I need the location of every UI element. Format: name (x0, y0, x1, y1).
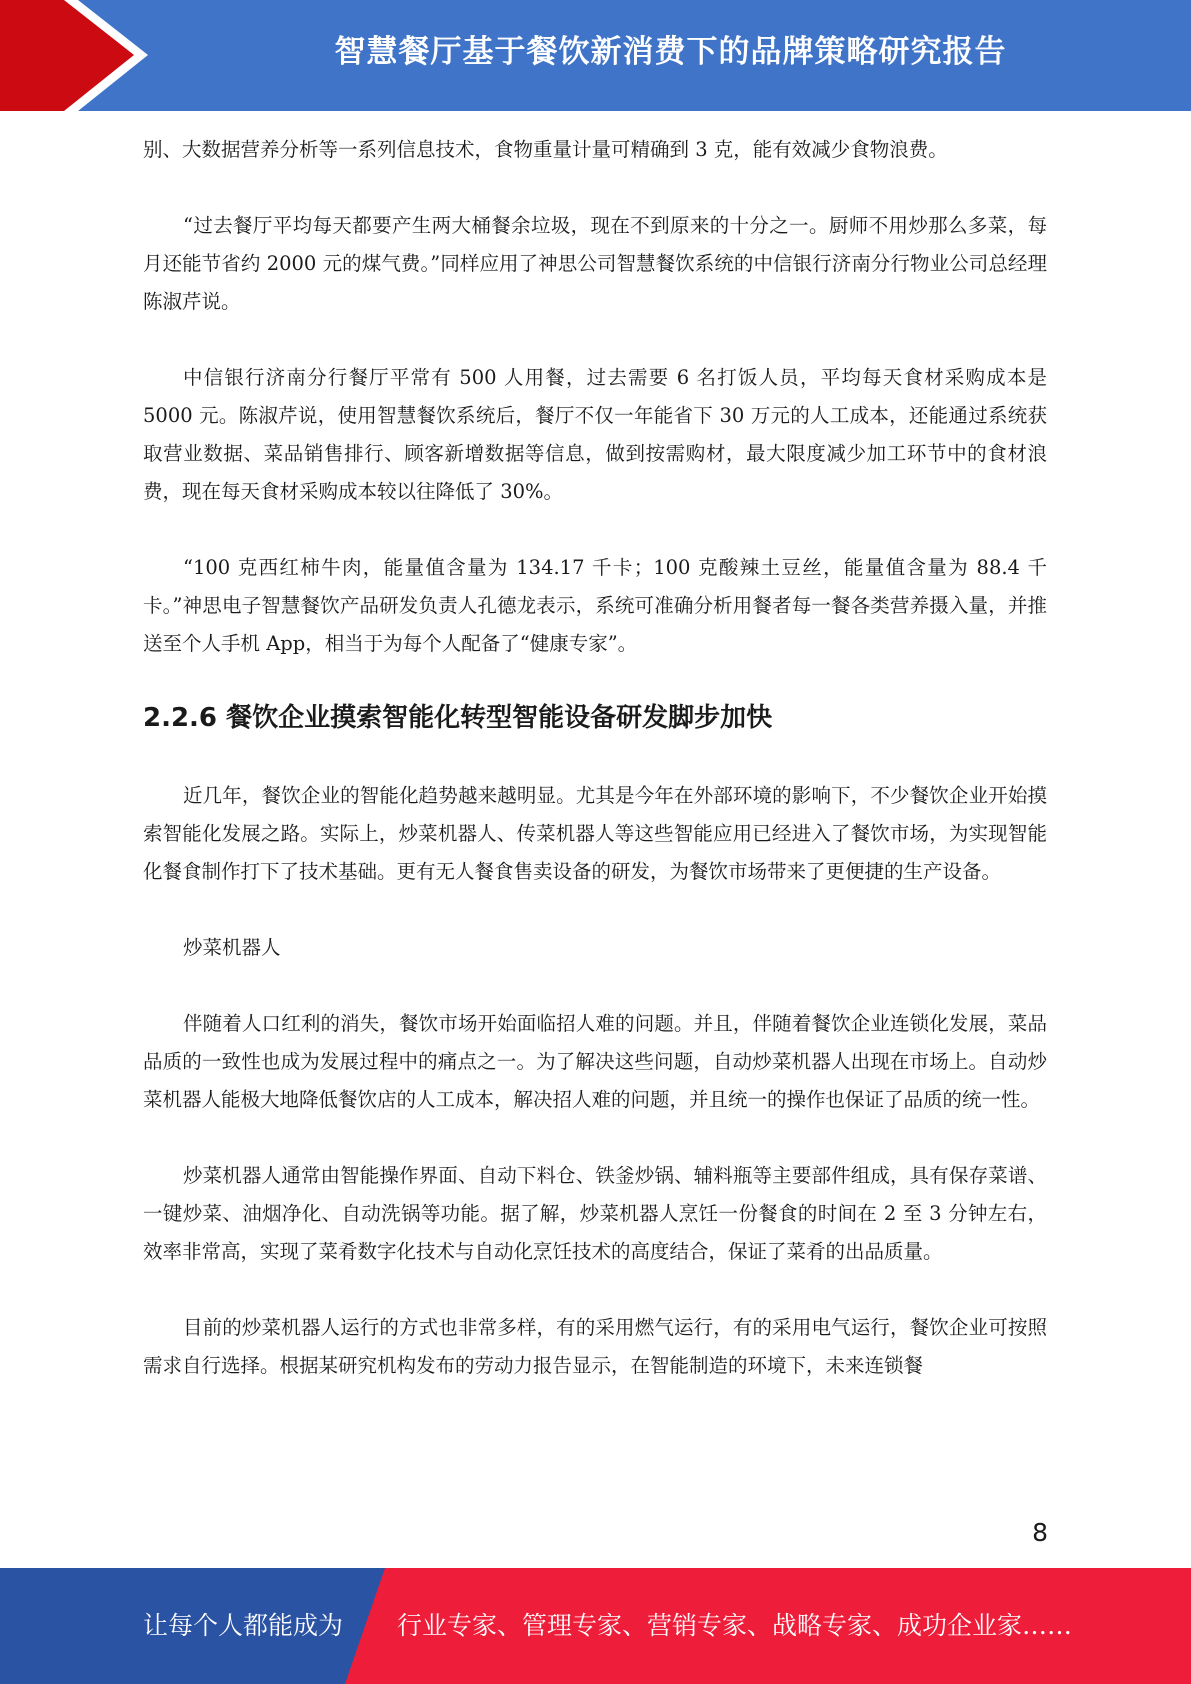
paragraph-intelligence-trend: 近几年，餐饮企业的智能化趋势越来越明显。尤其是今年在外部环境的影响下，不少餐饮企业开始摸索智能化发展之路。实际上，炒菜机器人、传菜机器人等这些智能应用已经进入了餐饮市场，为实现智能化餐食制作打下了技术基础。更有无人餐食售卖设备的研发，为餐饮市场带来了更便捷的生产设备。 (143, 784, 1047, 883)
paragraph-nutrition-quote: “100 克西红柿牛肉，能量值含量为 134.17 千卡；100 克酸辣土豆丝，能量值含量为 88.4 千卡。”神思电子智慧餐饮产品研发负责人孔德龙表示，系统可准确分析用餐者每一餐各类营养摄入量，并推送至个人手机 App，相当于为每个人配备了“健康专家”。 (143, 556, 1047, 655)
page-number: 8 (1032, 1518, 1048, 1547)
paragraph-quote-chen: “过去餐厅平均每天都要产生两大桶餐余垃圾，现在不到原来的十分之一。厨师不用炒那么多菜，每月还能节省约 2000 元的煤气费。”同样应用了神思公司智慧餐饮系统的中信银行济南分行物业公司总经理陈淑芹说。 (143, 214, 1047, 313)
paragraph-labor-shortage: 伴随着人口红利的消失，餐饮市场开始面临招人难的问题。并且，伴随着餐饮企业连锁化发展，菜品品质的一致性也成为发展过程中的痛点之一。为了解决这些问题，自动炒菜机器人出现在市场上。自动炒菜机器人能极大地降低餐饮店的人工成本，解决招人难的问题，并且统一的操作也保证了品质的统一性。 (143, 1012, 1047, 1111)
paragraph-citic-canteen: 中信银行济南分行餐厅平常有 500 人用餐，过去需要 6 名打饭人员，平均每天食材采购成本是 5000 元。陈淑芹说，使用智慧餐饮系统后，餐厅不仅一年能省下 30 万元的人工成本，还能通过系统获取营业数据、菜品销售排行、顾客新增数据等信息，做到按需购材，最大限度减少加工环节中的食材浪费，现在每天食材采购成本较以往降低了 30%。 (143, 366, 1047, 503)
report-title: 智慧餐厅基于餐饮新消费下的品牌策略研究报告 (334, 34, 1007, 70)
subsection-title: 炒菜机器人 (183, 936, 281, 959)
section-heading: 2.2.6 餐饮企业摸索智能化转型智能设备研发脚步加快 (143, 703, 773, 733)
paragraph-robot-components: 炒菜机器人通常由智能操作界面、自动下料仓、铁釜炒锅、辅料瓶等主要部件组成，具有保存菜谱、一键炒菜、油烟净化、自动洗锅等功能。据了解，炒菜机器人烹饪一份餐食的时间在 2 至 3 分钟左右，效率非常高，实现了菜肴数字化技术与自动化烹饪技术的高度结合，保证了菜肴的出品质量。 (143, 1164, 1047, 1263)
paragraph-robot-operation: 目前的炒菜机器人运行的方式也非常多样，有的采用燃气运行，有的采用电气运行，餐饮企业可按照需求自行选择。根据某研究机构发布的劳动力报告显示，在智能制造的环境下，未来连锁餐 (143, 1316, 1047, 1377)
page-header (0, 0, 1191, 111)
page-footer (0, 1568, 1191, 1684)
footer-slogan-left: 让每个人都能成为 (143, 1611, 344, 1640)
document-body (143, 131, 1047, 1385)
footer-slogan-right: 行业专家、管理专家、营销专家、战略专家、成功企业家…… (397, 1611, 1073, 1640)
paragraph-continued: 别、大数据营养分析等一系列信息技术，食物重量计量可精确到 3 克，能有效减少食物浪费。 (143, 138, 948, 161)
